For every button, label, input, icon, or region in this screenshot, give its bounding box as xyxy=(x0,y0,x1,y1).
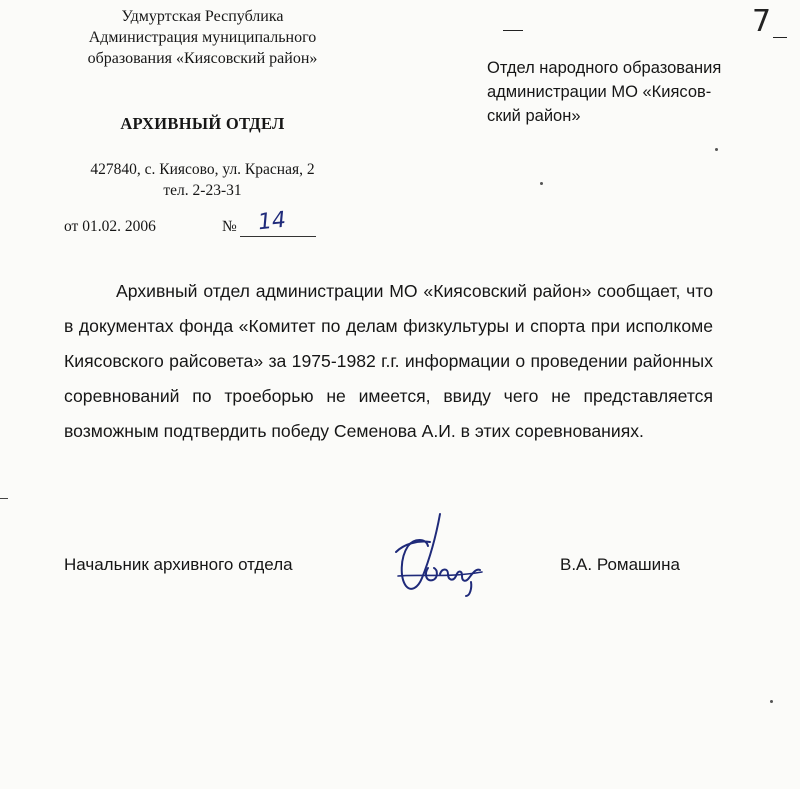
scan-speck xyxy=(770,700,773,703)
signer-title: Начальник архивного отдела xyxy=(64,555,293,574)
sender-address-block xyxy=(55,159,350,201)
scan-speck xyxy=(715,148,718,151)
corner-dash xyxy=(773,37,787,38)
handwritten-signature xyxy=(378,508,488,598)
recipient-line-1: Отдел народного образования xyxy=(487,59,722,77)
sender-line-administration: Администрация муниципального xyxy=(88,29,317,46)
recipient-line-3: ский район» xyxy=(487,107,581,125)
department-title: АРХИВНЫЙ ОТДЕЛ xyxy=(120,114,285,133)
sender-header xyxy=(55,6,350,69)
recipient-block xyxy=(487,56,787,128)
sender-line-municipality: образования «Киясовский район» xyxy=(87,50,318,67)
sender-address: 427840, с. Киясово, ул. Красная, 2 xyxy=(90,161,315,178)
letter-number-handwritten: 14 xyxy=(256,207,288,236)
letter-date: от 01.02. 2006 xyxy=(64,218,156,235)
scan-edge-mark xyxy=(0,498,8,499)
letter-number-underline xyxy=(240,236,316,237)
sender-phone: тел. 2-23-31 xyxy=(163,182,242,199)
recipient-dash xyxy=(503,30,523,31)
letter-body: Архивный отдел администрации МО «Киясовский район» сообщает, что в документах фонда «Комитет по делам физкультуры и спорта при исполкоме Киясовского райсовета» за 1975-1982 г.г. информации о проведении районных соревнований по троеборью не имеется, ввиду чего не представляется возможным подтвердить победу Семенова А.И. в этих соревнованиях. xyxy=(64,281,713,441)
corner-page-mark: 7 xyxy=(752,4,772,39)
recipient-line-2: администрации МО «Киясов- xyxy=(487,83,712,101)
sender-line-republic: Удмуртская Республика xyxy=(121,8,284,25)
signer-name: В.А. Ромашина xyxy=(560,555,681,574)
scan-speck xyxy=(540,182,543,185)
letter-number-label: № xyxy=(222,218,237,235)
